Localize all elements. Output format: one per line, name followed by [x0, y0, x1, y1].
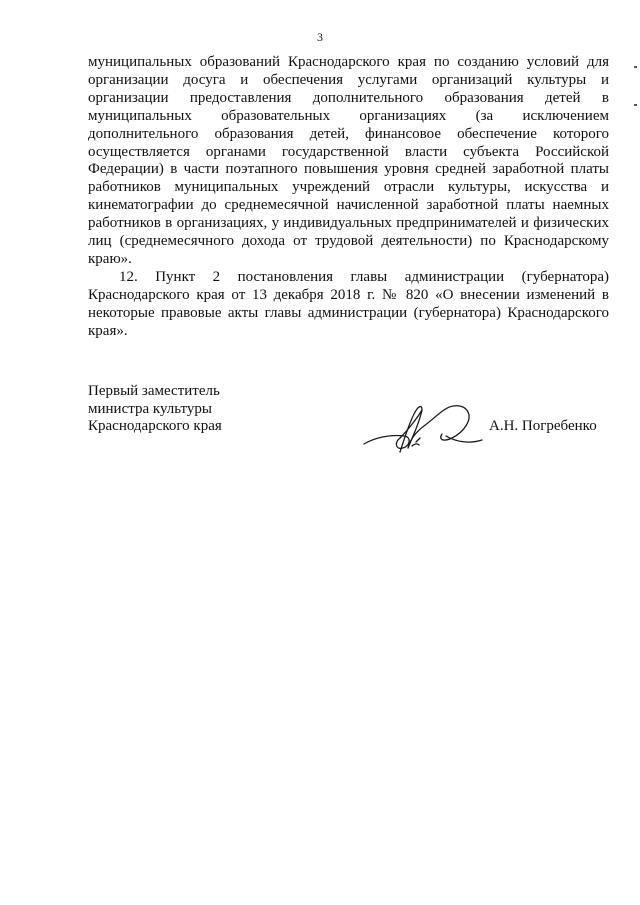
handwritten-signature — [360, 396, 490, 466]
paragraph-continuation: муниципальных образований Краснодарского края по созданию условий для организации досуга и обеспечения услугами организаций культуры и организации предоставления дополнительного образования детей в муниципальных образовательных организациях (за исключением дополнительного образования детей, финансовое обеспечение которого осуществляется органами государственной власти субъекта Российской Федерации) в части поэтапного повышения уровня средней заработной платы работников муниципальных учреждений отрасли культуры, искусства и кинематографии до среднемесячной начисленной заработной платы наемных работников в организациях, у индивидуальных предпринимателей и физических лиц (среднемесячного дохода от трудовой деятельности) по Краснодарскому краю». — [88, 54, 609, 267]
scan-edge-mark — [634, 66, 637, 68]
position-line: Первый заместитель — [88, 383, 220, 399]
scan-edge-mark — [634, 104, 637, 106]
position-line: министра культуры — [88, 400, 212, 417]
signatory-position — [88, 383, 222, 436]
signer-name: А.Н. Погребенко — [489, 418, 597, 434]
document-body — [88, 54, 609, 341]
position-line: Краснодарского края — [88, 418, 222, 434]
paragraph-item-12: 12. Пункт 2 постановления главы администрации (губернатора) Краснодарского края от 13 декабря 2018 г. № 820 «О внесении изменений в некоторые правовые акты главы администрации (губернатора) Краснодарского края». — [88, 268, 609, 339]
page-number: 3 — [317, 30, 323, 44]
